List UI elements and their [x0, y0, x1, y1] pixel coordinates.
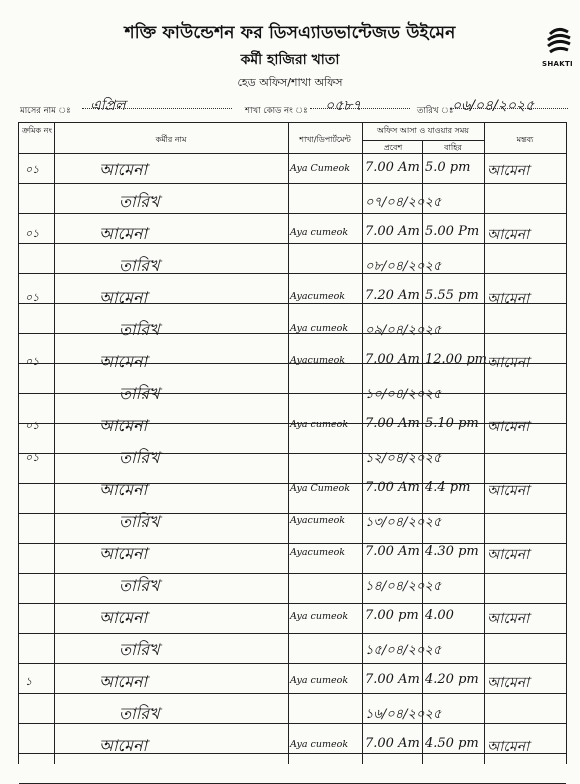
entry-cell: 7.00 Am [365, 352, 420, 367]
serial-cell: ০১ [25, 451, 40, 464]
remark-cell: আমেনা [487, 739, 530, 755]
name-cell: তারিখ [119, 192, 160, 211]
name-cell: আমেনা [99, 544, 148, 563]
date-cell: ১৫/০৪/২০২৫ [365, 643, 442, 658]
branch-cell: Aya cumeok [290, 675, 349, 686]
entry-cell: 7.00 Am [365, 736, 420, 751]
name-cell: আমেনা [99, 288, 148, 307]
name-cell: তারিখ [119, 512, 160, 531]
remark-cell: আমেনা [487, 611, 530, 627]
name-cell: তারিখ [119, 640, 160, 659]
exit-cell: 4.20 pm [425, 672, 479, 687]
branch-cell: Aya cumeok [290, 323, 349, 334]
entry-cell: 7.20 Am [365, 288, 420, 303]
branch-code-value: ০৫৮৭ [325, 98, 362, 114]
entry-cell: 7.00 Am [365, 544, 420, 559]
entry-cell: 7.00 Am [365, 480, 420, 495]
date-cell: ১৬/০৪/২০২৫ [365, 707, 442, 722]
name-cell: তারিখ [119, 256, 160, 275]
exit-cell: 4.4 pm [425, 480, 471, 495]
serial-cell: ০১ [25, 419, 40, 432]
exit-cell: 12.00 pm [425, 352, 487, 367]
branch-cell: Aya cumeok [290, 419, 349, 430]
branch-cell: Ayacumeok [290, 515, 346, 526]
name-cell: আমেনা [99, 608, 148, 627]
org-title: শক্তি ফাউন্ডেশন ফর ডিসএ্যাডভান্টেজড উইমেন [124, 23, 456, 43]
serial-cell: ০১ [25, 355, 40, 368]
name-cell: তারিখ [119, 576, 160, 595]
name-cell: আমেনা [99, 160, 148, 179]
branch-code-label: শাখা কোড নং ঃ [245, 106, 308, 116]
serial-cell: ০১ [25, 163, 40, 176]
date-cell: ১২/০৪/২০২৫ [365, 451, 442, 466]
name-cell: আমেনা [99, 224, 148, 243]
header-entry: প্রবেশ [383, 143, 403, 152]
name-cell: আমেনা [99, 352, 148, 371]
entry-cell: 7.00 Am [365, 672, 420, 687]
exit-cell: 4.00 [425, 608, 454, 623]
branch-cell: Ayacumeok [290, 291, 346, 302]
name-cell: তারিখ [119, 448, 160, 467]
logo-text: SHAKTI [542, 60, 573, 68]
remark-cell: আমেনা [487, 227, 530, 243]
serial-cell: ১ [25, 675, 33, 688]
remark-cell: আমেনা [487, 547, 530, 563]
branch-cell: Ayacumeok [290, 355, 346, 366]
header-remark: মন্তব্য [516, 135, 534, 144]
attendance-table [18, 122, 567, 764]
date-cell: ১০/০৪/২০২৫ [365, 387, 442, 402]
remark-cell: আমেনা [487, 483, 530, 499]
name-cell: তারিখ [119, 320, 160, 339]
serial-cell: ০১ [25, 291, 40, 304]
date-cell: ০৭/০৪/২০২৫ [365, 195, 442, 210]
date-cell: ১৪/০৪/২০২৫ [365, 579, 442, 594]
branch-cell: Ayacumeok [290, 547, 346, 558]
entry-cell: 7.00 pm [365, 608, 419, 623]
header-branch: শাখা/ডিপার্টমেন্ট [299, 135, 351, 144]
month-label: মাসের নাম ঃ [20, 106, 71, 116]
date-cell: ০৯/০৪/২০২৫ [365, 323, 442, 338]
name-cell: তারিখ [119, 384, 160, 403]
exit-cell: 5.00 Pm [425, 224, 480, 239]
register-title: কর্মী হাজিরা খাতা [240, 52, 340, 68]
remark-cell: আমেনা [487, 291, 530, 307]
date-cell: ১৩/০৪/২০২৫ [365, 515, 442, 530]
branch-cell: Aya Cumeok [290, 483, 351, 494]
header-serial: ক্রমিক নং [22, 126, 52, 135]
exit-cell: 5.55 pm [425, 288, 479, 303]
date-cell: ০৮/০৪/২০২৫ [365, 259, 442, 274]
exit-cell: 4.30 pm [425, 544, 479, 559]
exit-cell: 5.0 pm [425, 160, 471, 175]
entry-cell: 7.00 Am [365, 416, 420, 431]
month-value: এপ্রিল [90, 98, 126, 114]
remark-cell: আমেনা [487, 675, 530, 691]
header-exit: বাহির [444, 143, 462, 152]
meta-line [20, 98, 570, 118]
office-line: হেড অফিস/শাখা অফিস [237, 76, 343, 89]
exit-cell: 4.50 pm [425, 736, 479, 751]
name-cell: তারিখ [119, 704, 160, 723]
name-cell: আমেনা [99, 480, 148, 499]
entry-cell: 7.00 Am [365, 224, 420, 239]
branch-cell: Aya Cumeok [290, 163, 351, 174]
remark-cell: আমেনা [487, 163, 530, 179]
branch-cell: Aya cumeok [290, 611, 349, 622]
branch-cell: Aya cumeok [290, 739, 349, 750]
name-cell: আমেনা [99, 672, 148, 691]
name-cell: আমেনা [99, 736, 148, 755]
header-time-group: অফিস আসা ও যাওয়ার সময় [376, 126, 470, 135]
remark-cell: আমেনা [487, 355, 530, 371]
serial-cell: ০১ [25, 227, 40, 240]
date-value: ০৬/০৪/২০২৫ [452, 98, 535, 114]
entry-cell: 7.00 Am [365, 160, 420, 175]
branch-cell: Aya cumeok [290, 227, 349, 238]
name-cell: আমেনা [99, 416, 148, 435]
remark-cell: আমেনা [487, 419, 530, 435]
date-label: তারিখ ঃ [417, 106, 454, 116]
header-name: কর্মীর নাম [155, 135, 187, 144]
exit-cell: 5.10 pm [425, 416, 479, 431]
